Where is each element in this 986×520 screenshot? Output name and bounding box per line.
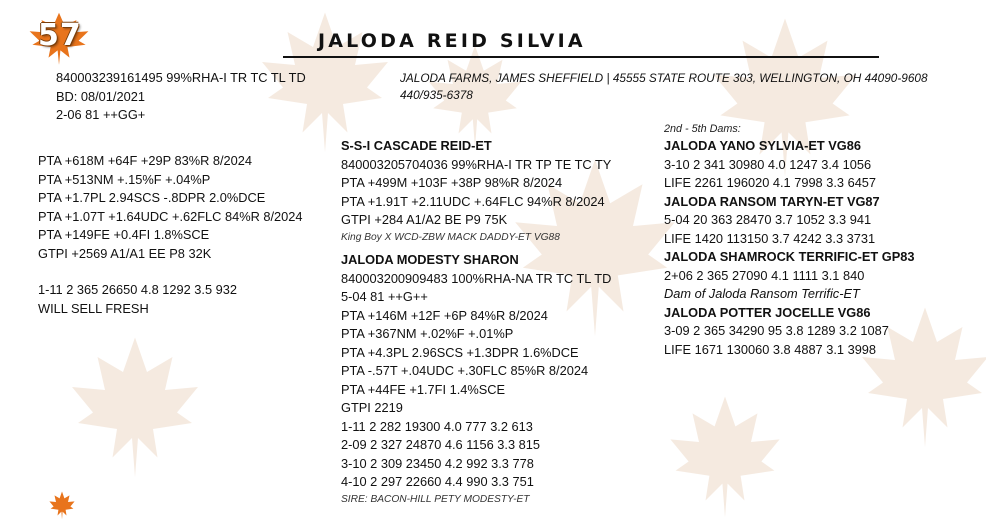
- dam-line: GTPI 2219: [341, 400, 403, 415]
- dam-line: 5-04 81 ++G++: [341, 289, 428, 304]
- genomic-proofs: [38, 152, 303, 263]
- sire-line: PTA +1.91T +2.11UDC +.64FLC 94%R 8/2024: [341, 193, 605, 209]
- maple-leaf-icon: [60, 330, 210, 480]
- dam-line: PTA +367NM +.02%F +.01%P: [341, 326, 514, 341]
- sire-section: [341, 137, 611, 246]
- maple-leaf-icon: [660, 390, 790, 520]
- dam-line: PTA +44FE +1.7FI 1.4%SCE: [341, 381, 506, 397]
- dam-4-note: Dam of Jaloda Ransom Terrific-ET: [664, 286, 860, 301]
- proof-line: GTPI +2569 A1/A1 EE P8 32K: [38, 245, 212, 261]
- dam-line: 2-09 2 327 24870 4.6 1156 3.3 815: [341, 437, 541, 452]
- sire-line: PTA +499M +103F +38P 98%R 8/2024: [341, 175, 563, 190]
- dam-2-line: 3-10 2 341 30980 4.0 1247 3.4 1056: [664, 156, 872, 172]
- sire-line: GTPI +284 A1/A2 BE P9 75K: [341, 212, 508, 227]
- dam-3-line: LIFE 1420 113150 3.7 4242 3.3 3731: [664, 230, 876, 246]
- proof-line: PTA +618M +64F +29P 83%R 8/2024: [38, 153, 253, 168]
- dam-line: PTA +4.3PL 2.96SCS +1.3DPR 1.6%DCE: [341, 344, 579, 360]
- breeder-address: JALODA FARMS, JAMES SHEFFIELD | 45555 STATE ROUTE 303, WELLINGTON, OH 44090-9608: [400, 71, 928, 85]
- dam-line: 3-10 2 309 23450 4.2 992 3.3 778: [341, 455, 534, 471]
- dams-header: 2nd - 5th Dams:: [664, 123, 741, 135]
- proof-line: PTA +149FE +0.4FI 1.8%SCE: [38, 227, 210, 242]
- dam-line: 840003200909483 100%RHA-NA TR TC TL TD: [341, 270, 612, 286]
- dam-line: 4-10 2 297 22660 4.4 990 3.3 751: [341, 474, 534, 489]
- title-underline: [283, 56, 879, 58]
- breeder-phone: 440/935-6378: [400, 88, 473, 102]
- lot-number: 57: [38, 18, 82, 53]
- record-line: 1-11 2 365 26650 4.8 1292 3.5 932: [38, 282, 238, 297]
- dam-5-line: 3-09 2 365 34290 95 3.8 1289 3.2 1087: [664, 323, 889, 338]
- page-title: JALODA REID SILVIA: [318, 30, 586, 52]
- dam-sire-note: SIRE: BACON-HILL PETY MODESTY-ET: [341, 493, 530, 505]
- breeder-info: [400, 70, 928, 104]
- animal-info: [56, 69, 306, 125]
- dam-line: PTA -.57T +.04UDC +.30FLC 85%R 8/2024: [341, 363, 589, 378]
- sale-note: WILL SELL FRESH: [38, 300, 149, 316]
- dam-2-name: JALODA YANO SYLVIA-ET VG86: [664, 138, 861, 153]
- dam-2-line: LIFE 2261 196020 4.1 7998 3.3 6457: [664, 175, 877, 190]
- dam-4-name: JALODA SHAMROCK TERRIFIC-ET GP83: [664, 249, 915, 264]
- dam-section: [341, 251, 611, 508]
- dam-name: JALODA MODESTY SHARON: [341, 252, 519, 267]
- proof-line: PTA +513NM +.15%F +.04%P: [38, 171, 211, 187]
- sire-pedigree: King Boy X WCD-ZBW MACK DADDY-ET VG88: [341, 231, 560, 243]
- production-records: [38, 281, 237, 318]
- registration-line: 840003239161495 99%RHA-I TR TC TL TD: [56, 70, 306, 85]
- dam-line: PTA +146M +12F +6P 84%R 8/2024: [341, 307, 548, 323]
- birth-date: BD: 08/01/2021: [56, 88, 145, 104]
- sire-line: 840003205704036 99%RHA-I TR TP TE TC TY: [341, 156, 612, 172]
- dam-5-name: JALODA POTTER JOCELLE VG86: [664, 304, 871, 320]
- proof-line: PTA +1.07T +1.64UDC +.62FLC 84%R 8/2024: [38, 208, 303, 224]
- maple-leaf-icon: [42, 490, 82, 520]
- dam-line: 1-11 2 282 19300 4.0 777 3.2 613: [341, 418, 533, 434]
- proof-line: PTA +1.7PL 2.94SCS -.8DPR 2.0%DCE: [38, 190, 266, 205]
- sire-name: S-S-I CASCADE REID-ET: [341, 138, 492, 153]
- dams-section: [664, 121, 915, 359]
- classification: 2-06 81 ++GG+: [56, 107, 146, 122]
- dam-3-name: JALODA RANSOM TARYN-ET VG87: [664, 193, 880, 209]
- dam-3-line: 5-04 20 363 28470 3.7 1052 3.3 941: [664, 212, 872, 227]
- lot-number-badge: [24, 10, 94, 58]
- dam-4-line: 2+06 2 365 27090 4.1 1111 3.1 840: [664, 267, 865, 283]
- dam-5-line: LIFE 1671 130060 3.8 4887 3.1 3998: [664, 341, 877, 357]
